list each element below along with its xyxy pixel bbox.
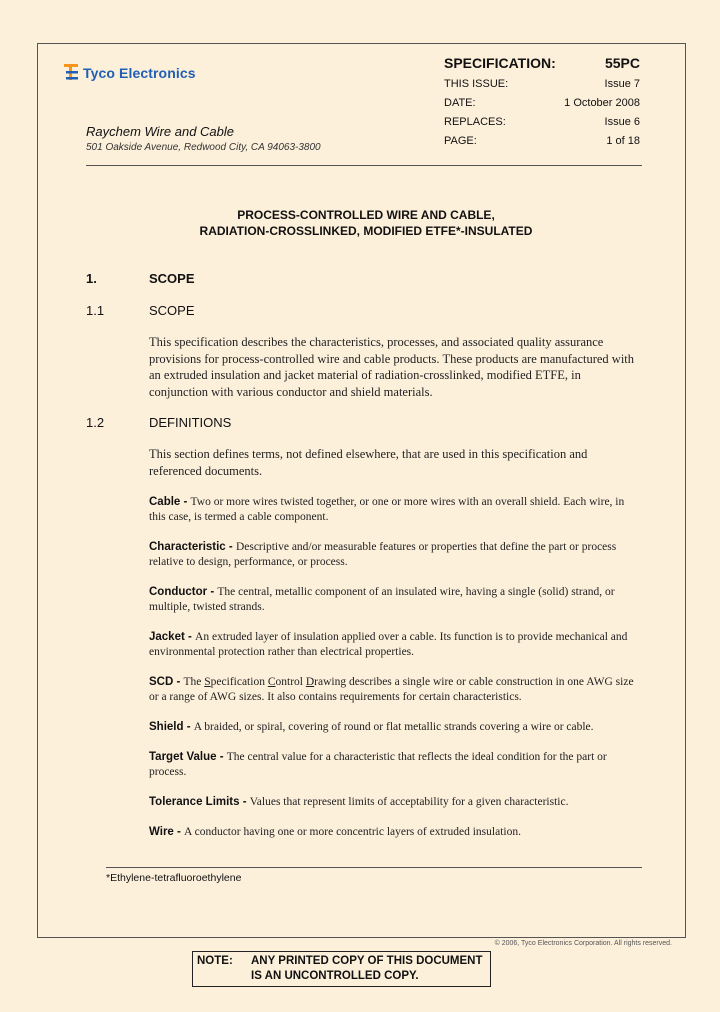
document-title-line2: RADIATION-CROSSLINKED, MODIFIED ETFE*-INSULATED [199, 224, 533, 238]
definition-term: Shield - [149, 721, 194, 733]
definition-conductor [149, 585, 643, 615]
definition-cable [149, 495, 643, 525]
header-divider [86, 165, 642, 166]
note-line2: IS AN UNCONTROLLED COPY. [251, 970, 419, 982]
page-label: PAGE: [444, 135, 477, 147]
logo-text: Tyco Electronics [83, 65, 196, 81]
copyright-notice: © 2006, Tyco Electronics Corporation. All rights reserved. [494, 940, 672, 947]
definition-text-post: rawing describes a single wire or cable construction in one AWG size or a range of AWG sizes. It also contains requirements for certain characteristics. [149, 676, 634, 703]
definition-term: Cable - [149, 496, 191, 508]
date-value: 1 October 2008 [564, 97, 640, 109]
section-1-number: 1. [86, 271, 97, 286]
company-name: Raychem Wire and Cable [86, 124, 235, 139]
replaces-value: Issue 6 [604, 116, 640, 128]
definition-target-value [149, 750, 643, 780]
section-1-2-number: 1.2 [86, 415, 105, 430]
definition-term: Characteristic - [149, 541, 236, 553]
company-logo [64, 63, 196, 83]
definition-text-underlined-s: S [204, 676, 211, 688]
note-label: NOTE: [197, 955, 233, 967]
definition-text-underlined-d: D [305, 676, 315, 688]
definition-shield [149, 720, 643, 735]
definitions-intro: This section defines terms, not defined elsewhere, that are used in this specification and referenced documents. [149, 447, 588, 478]
note-line1: ANY PRINTED COPY OF THIS DOCUMENT [251, 955, 483, 967]
definition-term: Wire - [149, 826, 185, 838]
definition-text: The central, metallic component of an insulated wire, having a single (solid) strand, or multiple, twisted strands. [149, 586, 615, 613]
spec-label: SPECIFICATION: [444, 55, 556, 71]
definition-text-mid2: ontrol [275, 676, 306, 688]
definition-jacket [149, 630, 643, 660]
definition-scd [149, 675, 643, 705]
document-title-line1: PROCESS-CONTROLLED WIRE AND CABLE, [237, 208, 495, 222]
section-1-1-number: 1.1 [86, 303, 105, 318]
issue-label: THIS ISSUE: [444, 78, 509, 90]
definition-term: Jacket - [149, 631, 196, 643]
definition-text-pre: The [183, 676, 205, 688]
section-1-2-title: DEFINITIONS [149, 415, 232, 430]
definition-tolerance-limits [149, 795, 643, 810]
footnote-divider [106, 867, 642, 868]
definition-text: Two or more wires twisted together, or one or more wires with an overall shield. Each wire, in this case, is termed a cable component. [149, 496, 625, 523]
definition-term: Conductor - [149, 586, 218, 598]
tyco-logo-icon [64, 63, 80, 83]
definition-term: SCD - [149, 676, 184, 688]
issue-value: Issue 7 [604, 78, 640, 90]
company-address: 501 Oakside Avenue, Redwood City, CA 94063-3800 [86, 142, 321, 153]
definition-text: An extruded layer of insulation applied over a cable. Its function is to provide mechanical and environmental protection rather than electrical properties. [149, 631, 628, 658]
scope-paragraph: This specification describes the characteristics, processes, and associated quality assurance provisions for process-controlled wire and cable products. These products are manufactured with an extruded insulation and jacket material of radiation-crosslinked, modified ETFE, in conjunction with various conductor and shield materials. [149, 335, 635, 399]
spec-number: 55PC [604, 55, 640, 71]
definition-text: A braided, or spiral, covering of round or flat metallic strands covering a wire or cable. [193, 721, 594, 733]
definition-term: Tolerance Limits - [149, 796, 250, 808]
uncontrolled-copy-notice [192, 951, 491, 987]
definition-text-underlined-c: C [267, 676, 276, 688]
footnote: *Ethylene-tetrafluoroethylene [106, 872, 242, 884]
replaces-label: REPLACES: [444, 116, 506, 128]
section-1-title: SCOPE [149, 271, 195, 286]
definition-term: Target Value - [149, 751, 227, 763]
definition-text: A conductor having one or more concentric layers of extruded insulation. [184, 826, 521, 838]
definition-wire [149, 825, 643, 840]
definition-characteristic [149, 540, 643, 570]
definition-text: Descriptive and/or measurable features or properties that define the part or process relative to design, performance, or process. [149, 541, 617, 568]
definition-text-mid1: pecification [210, 676, 268, 688]
section-1-1-title: SCOPE [149, 303, 195, 318]
page-value: 1 of 18 [606, 135, 640, 147]
definition-text: The central value for a characteristic that reflects the ideal condition for the part or process. [149, 751, 607, 778]
date-label: DATE: [444, 97, 476, 109]
definition-text: Values that represent limits of acceptability for a given characteristic. [249, 796, 569, 808]
